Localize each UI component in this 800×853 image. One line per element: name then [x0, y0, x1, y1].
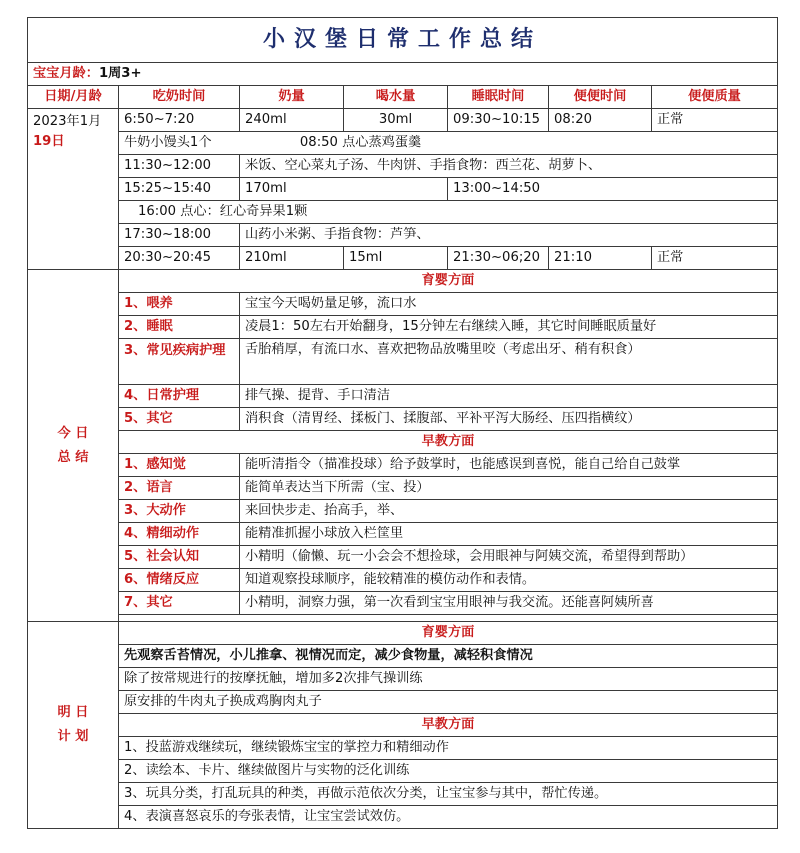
summary-text: 知道观察投球顺序，能较精准的模仿动作和表情。: [240, 569, 778, 592]
summary-text: 能精准抓握小球放入栏筐里: [240, 523, 778, 546]
summary-item: 1、喂养: [119, 293, 240, 316]
date-cell: [28, 109, 119, 270]
section-header-edu: 早教方面: [119, 714, 778, 737]
meal-food: 山药小米粥、手指食物：芦笋、: [240, 224, 778, 247]
log-header-row: [28, 86, 778, 109]
plan-row: [28, 760, 778, 783]
summary-text: 能听清指令（描准投球）给予鼓掌时，也能感误到喜悦，能自己给自己鼓掌: [240, 454, 778, 477]
summary-text: 来回快步走、抬高手，举、: [240, 500, 778, 523]
tomorrow-care-header-row: [28, 622, 778, 645]
summary-text: 宝宝今天喝奶量足够，流口水: [240, 293, 778, 316]
plan-text: 原安排的牛肉丸子换成鸡胸肉丸子: [119, 691, 778, 714]
plan-text: 3、玩具分类，打乱玩具的种类，再做示范依次分类，让宝宝参与其中，帮忙传递。: [119, 783, 778, 806]
summary-item: 7、其它: [119, 592, 240, 615]
log-row: [28, 132, 778, 155]
tomorrow-label-line1: 明 日: [57, 705, 89, 720]
plan-row: [28, 645, 778, 668]
log-row: [28, 178, 778, 201]
summary-text: 排气操、提背、手口清洁: [240, 385, 778, 408]
plan-row: [28, 806, 778, 829]
plan-text: 1、投蓝游戏继续玩，继续锻炼宝宝的掌控力和精细动作: [119, 737, 778, 760]
spacer-row: [28, 615, 778, 622]
page-title: 小汉堡日常工作总结: [28, 18, 778, 63]
milk-amount: 210ml: [240, 247, 344, 270]
summary-item: 2、睡眠: [119, 316, 240, 339]
snack-left: 牛奶小馒头1个: [124, 135, 212, 150]
milk-amount: 170ml: [240, 178, 448, 201]
daily-summary-sheet: [27, 17, 777, 829]
section-header-care: 育婴方面: [119, 622, 778, 645]
milk-amount: 240ml: [240, 109, 344, 132]
baby-age-label: 宝宝月龄：: [33, 66, 99, 81]
plan-text: 2、读绘本、卡片、继续做图片与实物的泛化训练: [119, 760, 778, 783]
baby-age-value: 1周3+: [98, 66, 142, 81]
log-row: [28, 224, 778, 247]
summary-text: 舌胎稍厚，有流口水、喜欢把物品放嘴里咬（考虑出牙、稍有积食）: [240, 339, 778, 385]
tomorrow-plan-label: [28, 622, 119, 829]
tomorrow-edu-header-row: [28, 714, 778, 737]
today-summary-label: [28, 270, 119, 622]
today-edu-header-row: [28, 431, 778, 454]
summary-row: [28, 316, 778, 339]
poop-time: 21:10: [549, 247, 652, 270]
header-milk-amount: 奶量: [240, 86, 344, 109]
summary-text: 小精明，洞察力强，第一次看到宝宝用眼神与我交流。还能喜阿姨所喜: [240, 592, 778, 615]
date-day: 19日: [33, 134, 65, 149]
summary-row: [28, 339, 778, 385]
summary-text: 能简单表达当下所需（宝、投）: [240, 477, 778, 500]
summary-text: 消积食（清胃经、揉板门、揉腹部、平补平泻大肠经、压四指横纹）: [240, 408, 778, 431]
date-line: 2023年1月: [33, 114, 102, 129]
log-row: [28, 201, 778, 224]
summary-item: 3、常见疾病护理: [119, 339, 240, 385]
header-poop-quality: 便便质量: [652, 86, 778, 109]
poop-quality: 正常: [652, 247, 778, 270]
plan-text: 除了按常规进行的按摩抚触，增加多2次排气操训练: [119, 668, 778, 691]
today-care-header-row: [28, 270, 778, 293]
summary-row: [28, 454, 778, 477]
water-amount: 15ml: [344, 247, 448, 270]
summary-row: [28, 523, 778, 546]
summary-row: [28, 546, 778, 569]
summary-item: 6、情绪反应: [119, 569, 240, 592]
plan-row: [28, 668, 778, 691]
feed-time: 15:25~15:40: [119, 178, 240, 201]
water-amount: 30ml: [344, 109, 448, 132]
summary-item: 5、社会认知: [119, 546, 240, 569]
summary-row: [28, 569, 778, 592]
today-label-line1: 今 日: [57, 425, 89, 441]
sleep-time: 13:00~14:50: [448, 178, 778, 201]
header-sleep-time: 睡眠时间: [448, 86, 549, 109]
snack-right: 08:50 点心蒸鸡蛋羹: [299, 135, 422, 150]
snack-note: 16:00 点心：红心奇异果1颗: [119, 201, 778, 224]
log-row: [28, 155, 778, 178]
summary-row: [28, 592, 778, 615]
section-header-edu: 早教方面: [119, 431, 778, 454]
header-poop-time: 便便时间: [549, 86, 652, 109]
plan-row: [28, 783, 778, 806]
tomorrow-label-line2: 计 划: [57, 729, 89, 744]
summary-row: [28, 408, 778, 431]
baby-age-row: [28, 63, 778, 86]
summary-table: [27, 17, 778, 829]
header-date: 日期/月龄: [28, 86, 119, 109]
summary-item: 2、语言: [119, 477, 240, 500]
sleep-time: 21:30~06;20: [448, 247, 549, 270]
feed-time: 20:30~20:45: [119, 247, 240, 270]
plan-text: 先观察舌苔情况，小儿推拿、视情况而定，减少食物量，减轻积食情况: [119, 645, 778, 668]
summary-row: [28, 385, 778, 408]
log-row: [28, 109, 778, 132]
header-feed-time: 吃奶时间: [119, 86, 240, 109]
summary-item: 3、大动作: [119, 500, 240, 523]
plan-row: [28, 691, 778, 714]
section-header-care: 育婴方面: [119, 270, 778, 293]
summary-row: [28, 500, 778, 523]
meal-time: 17:30~18:00: [119, 224, 240, 247]
poop-time: 08:20: [549, 109, 652, 132]
summary-text: 小精明（偷懒、玩一小会会不想捡球，会用眼神与阿姨交流，希望得到帮助）: [240, 546, 778, 569]
log-row: [28, 247, 778, 270]
spacer-cell: [119, 615, 778, 622]
meal-food: 米饭、空心菜丸子汤、牛肉饼、手指食物：西兰花、胡萝卜、: [240, 155, 778, 178]
summary-item: 4、精细动作: [119, 523, 240, 546]
summary-item: 5、其它: [119, 408, 240, 431]
plan-row: [28, 737, 778, 760]
summary-item: 1、感知觉: [119, 454, 240, 477]
today-label-line2: 总 结: [57, 449, 89, 465]
feed-time: 6:50~7:20: [119, 109, 240, 132]
meal-time: 11:30~12:00: [119, 155, 240, 178]
plan-text: 4、表演喜怒哀乐的夸张表情，让宝宝尝试效仿。: [119, 806, 778, 829]
summary-item: 4、日常护理: [119, 385, 240, 408]
poop-quality: 正常: [652, 109, 778, 132]
snack-note: [119, 132, 778, 155]
header-water-amount: 喝水量: [344, 86, 448, 109]
summary-row: [28, 477, 778, 500]
summary-row: [28, 293, 778, 316]
summary-text: 凌晨1：50左右开始翻身，15分钟左右继续入睡，其它时间睡眠质量好: [240, 316, 778, 339]
sleep-time: 09:30~10:15: [448, 109, 549, 132]
